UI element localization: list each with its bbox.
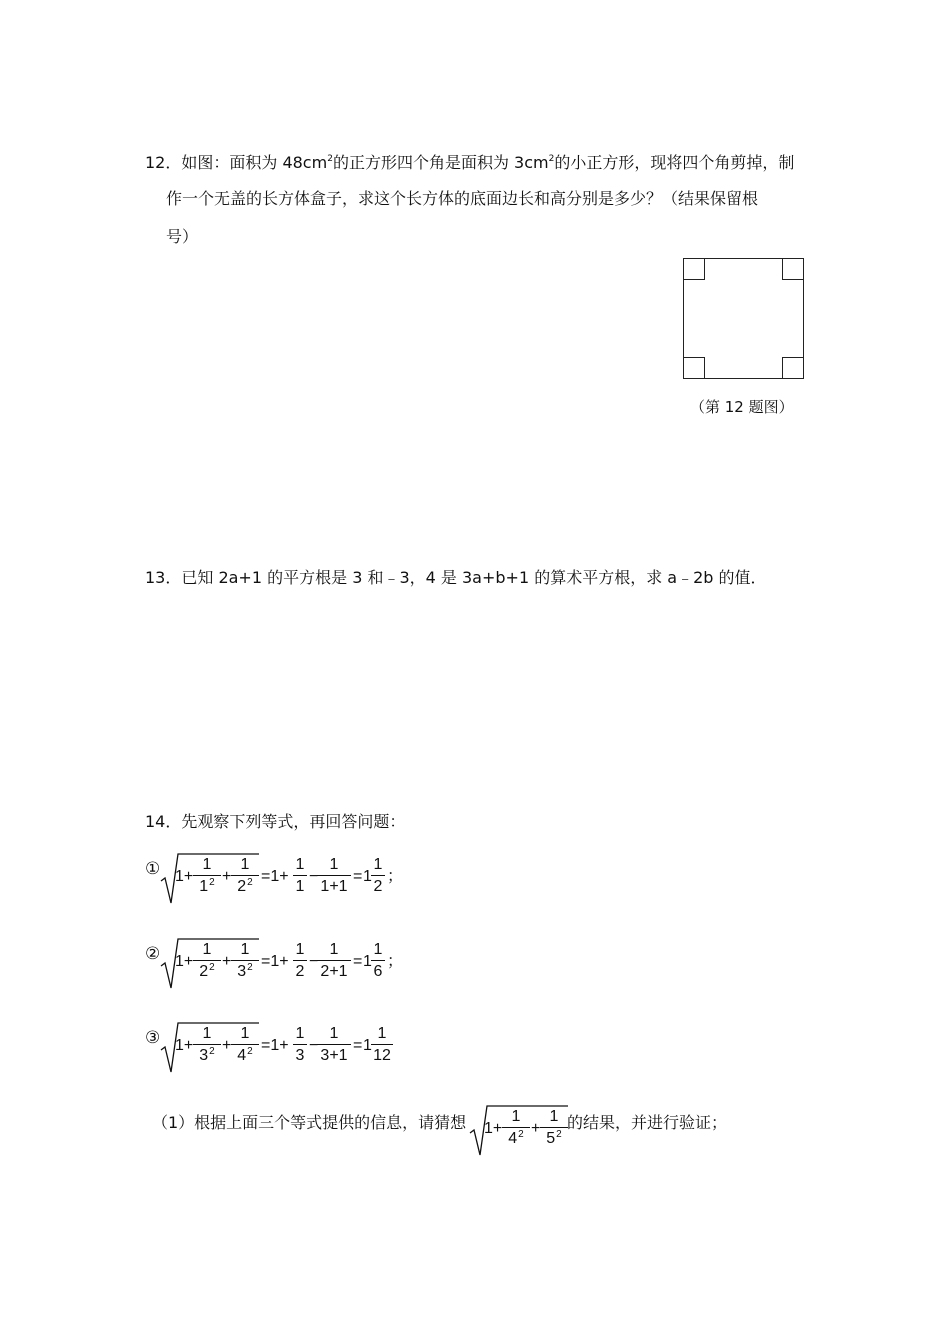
plus-sign: +	[222, 868, 232, 885]
numerator: 1	[511, 1108, 521, 1125]
exponent-2: 2	[247, 877, 253, 888]
minus-sign: −	[309, 868, 319, 885]
fraction-bar	[193, 875, 221, 876]
formula-2	[145, 936, 445, 992]
denominator: 2	[373, 878, 383, 895]
denominator: 6	[373, 963, 383, 980]
fraction-bar	[193, 1044, 221, 1045]
denominator: 1	[295, 878, 305, 895]
numerator: 1	[549, 1108, 559, 1125]
numerator: 1	[329, 941, 339, 958]
fraction-bar	[293, 875, 307, 876]
fraction-1-over-a-squared	[193, 855, 221, 896]
denominator: $2^2$	[199, 962, 215, 980]
fraction-bar	[231, 960, 259, 961]
fraction-1-over-b-squared	[540, 1107, 568, 1148]
exponent-2: 2	[209, 1046, 215, 1057]
equals-sign: =	[353, 1037, 363, 1054]
fraction-bar	[231, 1044, 259, 1045]
numerator: 1	[240, 941, 250, 958]
formula-1	[145, 851, 445, 907]
q12-line1-part-c: 的小正方形，现将四个角剪掉，制	[554, 153, 795, 172]
fraction-bar	[502, 1127, 530, 1128]
equals-sign: =	[353, 953, 363, 970]
denominator: $4^2$	[237, 1046, 253, 1064]
one-plus: 1+	[175, 1037, 194, 1054]
corner-square-bottom-right	[782, 357, 804, 379]
numerator: 1	[295, 856, 305, 873]
denominator: 12	[373, 1047, 391, 1064]
exponent-2: 2	[209, 962, 215, 973]
corner-square-top-left	[683, 258, 705, 280]
fraction-bar	[317, 960, 351, 961]
equals-sign: =	[353, 868, 363, 885]
fraction-bar	[317, 1044, 351, 1045]
plus-sign: +	[531, 1120, 541, 1137]
circled-number-marker: ③	[145, 1028, 161, 1048]
exponent-2: 2	[518, 1129, 524, 1140]
corner-square-top-right	[782, 258, 804, 280]
denominator: $3^2$	[199, 1046, 215, 1064]
semicolon: ；	[387, 953, 404, 970]
circled-number-marker: ②	[145, 944, 161, 964]
denominator: 2	[295, 963, 305, 980]
denominator: 1+1	[320, 878, 348, 895]
fraction-bar	[317, 875, 351, 876]
fraction-1-over-a-squared	[193, 1024, 221, 1065]
numerator: 1	[329, 856, 339, 873]
q12-line2: 作一个无盖的长方体盒子，求这个长方体的底面边长和高分别是多少？（结果保留根	[166, 189, 759, 208]
numerator: 1	[240, 1025, 250, 1042]
plus-sign: +	[222, 1037, 232, 1054]
numerator: 1	[329, 1025, 339, 1042]
fraction-1-over-k	[293, 1024, 307, 1065]
fraction-1-over-k-plus-1	[317, 1024, 351, 1065]
fraction-bar	[371, 1044, 393, 1045]
denominator: 3+1	[320, 1047, 348, 1064]
superscript-2: 2	[548, 154, 555, 164]
numerator: 1	[202, 941, 212, 958]
fraction-bar	[371, 875, 385, 876]
denominator: $4^2$	[508, 1129, 524, 1147]
q12-line3: 号）	[166, 227, 199, 246]
result-fraction	[371, 855, 385, 896]
fraction-bar	[540, 1127, 568, 1128]
fraction-bar	[193, 960, 221, 961]
numerator: 1	[373, 941, 383, 958]
circled-number-marker: ①	[145, 859, 161, 879]
fraction-bar	[293, 1044, 307, 1045]
exponent-2: 2	[247, 962, 253, 973]
denominator: $2^2$	[237, 877, 253, 895]
fraction-1-over-a-squared	[193, 940, 221, 981]
fraction-1-over-k	[293, 940, 307, 981]
fraction-bar	[371, 960, 385, 961]
square-with-cut-corners-figure	[683, 258, 804, 379]
result-integer-part: 1	[363, 868, 372, 885]
minus-sign: −	[309, 1037, 319, 1054]
fraction-1-over-a-squared	[502, 1107, 530, 1148]
q14-sub1-after: 的结果，并进行验证；	[567, 1113, 728, 1132]
fraction-1-over-b-squared	[231, 1024, 259, 1065]
numerator: 1	[373, 856, 383, 873]
result-integer-part: 1	[363, 953, 372, 970]
formula-3	[145, 1020, 445, 1076]
q12-line1-part-b: 的正方形四个角是面积为 3cm	[332, 153, 549, 172]
exponent-2: 2	[247, 1046, 253, 1057]
q14-sub1-formula	[454, 1103, 574, 1159]
fraction-1-over-k-plus-1	[317, 855, 351, 896]
figure-caption: （第 12 题图）	[690, 398, 794, 416]
denominator: $5^2$	[546, 1129, 562, 1147]
one-plus: 1+	[175, 868, 194, 885]
q12-line1	[145, 152, 794, 174]
equals-one-plus: =1+	[261, 868, 289, 885]
denominator: 2+1	[320, 963, 348, 980]
superscript-2: 2	[327, 154, 333, 164]
numerator: 1	[295, 1025, 305, 1042]
one-plus: 1+	[175, 953, 194, 970]
denominator: 3	[295, 1047, 305, 1064]
equals-one-plus: =1+	[261, 1037, 289, 1054]
result-integer-part: 1	[363, 1037, 372, 1054]
fraction-1-over-k	[293, 855, 307, 896]
numerator: 1	[202, 1025, 212, 1042]
denominator: $3^2$	[237, 962, 253, 980]
q13-text: 13．已知 2a+1 的平方根是 3 和﹣3，4 是 3a+b+1 的算术平方根，求 a﹣2b 的值．	[145, 568, 767, 587]
q14-intro: 14．先观察下列等式，再回答问题：	[145, 812, 406, 831]
numerator: 1	[295, 941, 305, 958]
result-fraction	[371, 1024, 393, 1065]
fraction-bar	[293, 960, 307, 961]
denominator: $1^2$	[199, 877, 215, 895]
plus-sign: +	[222, 953, 232, 970]
fraction-1-over-k-plus-1	[317, 940, 351, 981]
minus-sign: −	[309, 953, 319, 970]
fraction-1-over-b-squared	[231, 855, 259, 896]
q12-line1-part-a: 12．如图：面积为 48cm	[145, 153, 328, 172]
fraction-bar	[231, 875, 259, 876]
q14-sub1-before: （1）根据上面三个等式提供的信息，请猜想	[152, 1113, 467, 1132]
semicolon: ；	[387, 868, 404, 885]
equals-one-plus: =1+	[261, 953, 289, 970]
corner-square-bottom-left	[683, 357, 705, 379]
fraction-1-over-b-squared	[231, 940, 259, 981]
exponent-2: 2	[556, 1129, 562, 1140]
numerator: 1	[202, 856, 212, 873]
numerator: 1	[240, 856, 250, 873]
result-fraction	[371, 940, 385, 981]
one-plus: 1+	[484, 1120, 503, 1137]
numerator: 1	[377, 1025, 387, 1042]
exponent-2: 2	[209, 877, 215, 888]
